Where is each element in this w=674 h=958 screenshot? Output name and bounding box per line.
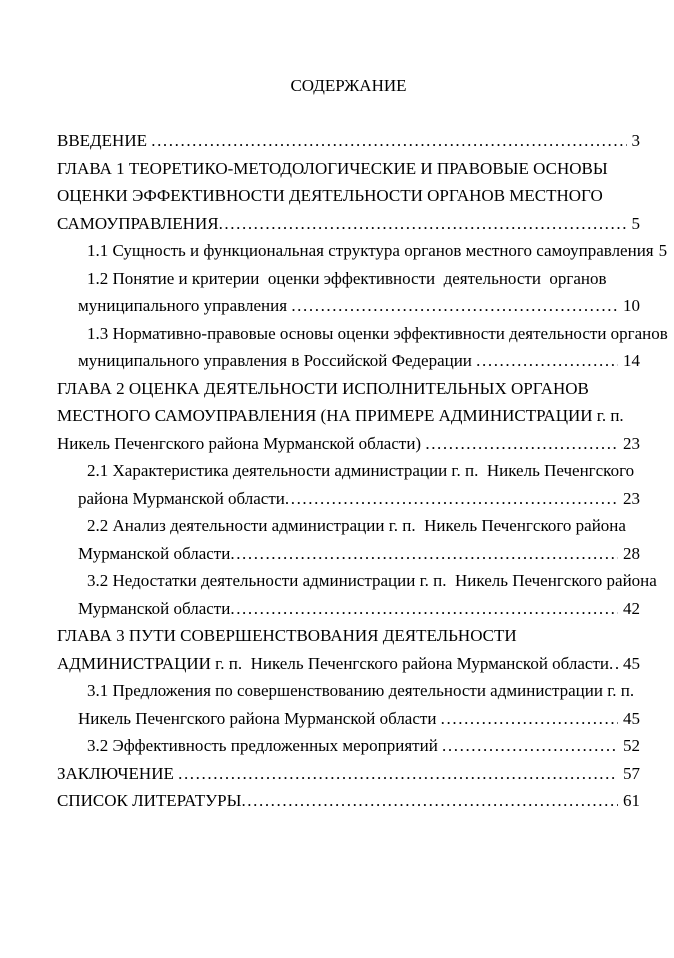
dot-leader — [285, 485, 618, 513]
toc-row — [57, 760, 640, 788]
toc-entry-text: Мурманской области — [78, 598, 231, 618]
toc-row — [57, 182, 640, 210]
toc-entry-text: 2.1 Характеристика деятельности администрации г. п. Никель Печенгского — [87, 461, 635, 480]
dot-leader — [230, 595, 618, 623]
dot-leader — [219, 210, 627, 238]
page-number: 61 — [623, 791, 640, 810]
toc-entry-text: ОЦЕНКИ ЭФФЕКТИВНОСТИ ДЕЯТЕЛЬНОСТИ ОРГАНОВ МЕСТНОГО — [57, 186, 603, 205]
toc-entry-text: ВВЕДЕНИЕ — [57, 131, 152, 150]
page-number: 5 — [631, 213, 640, 233]
toc-entry-text: МЕСТНОГО САМОУПРАВЛЕНИЯ (НА ПРИМЕРЕ АДМИНИСТРАЦИИ г. п. — [57, 406, 624, 425]
toc-row — [57, 457, 640, 485]
toc-row — [57, 375, 640, 403]
toc-row — [57, 237, 668, 265]
toc-row — [57, 155, 640, 183]
dot-leader — [442, 732, 618, 760]
toc-entry-text: 3.2 Недостатки деятельности администрации г. п. Никель Печенгского района — [87, 571, 657, 590]
toc-entry-text: муниципального управления в Российской Федерации — [78, 351, 477, 370]
toc-entry-text: Никель Печенгского района Мурманской области) — [57, 433, 426, 453]
toc-row — [57, 402, 640, 430]
page-number: 3 — [631, 131, 640, 150]
toc-content — [57, 72, 668, 815]
page-title: СОДЕРЖАНИЕ — [290, 76, 407, 95]
page-number: 57 — [623, 763, 640, 783]
toc-row — [57, 512, 640, 540]
toc-entry-text: района Мурманской области — [78, 488, 285, 508]
page-number: 14 — [623, 351, 640, 370]
toc-row — [57, 210, 640, 238]
toc-entry-text: Мурманской области — [78, 543, 231, 563]
toc-row — [57, 347, 640, 375]
toc-row — [57, 265, 640, 293]
toc-entry-text: ЗАКЛЮЧЕНИЕ — [57, 763, 179, 783]
toc-row — [57, 127, 640, 155]
toc-row — [57, 650, 640, 678]
page-number: 5 — [658, 241, 668, 260]
toc-row — [57, 677, 640, 705]
toc-entry-text: ГЛАВА 2 ОЦЕНКА ДЕЯТЕЛЬНОСТИ ИСПОЛНИТЕЛЬНЫХ ОРГАНОВ — [57, 378, 589, 398]
dot-leader — [178, 760, 618, 788]
page-number: 42 — [623, 598, 640, 618]
toc-entry-text: 3.1 Предложения по совершенствованию деятельности администрации г. п. — [87, 681, 635, 700]
toc-entry-text: АДМИНИСТРАЦИИ г. п. Никель Печенгского района Мурманской области — [57, 653, 610, 673]
toc-row — [57, 787, 640, 815]
dot-leader — [291, 292, 618, 320]
toc-entry-text: 1.1 Сущность и функциональная структура органов местного самоуправления — [87, 241, 654, 260]
dot-leader — [241, 787, 618, 815]
toc-entry-text: 1.3 Нормативно-правовые основы оценки эффективности деятельности органов — [87, 323, 668, 343]
toc-entry-text: муниципального управления — [78, 296, 292, 315]
page-number: 45 — [623, 708, 640, 728]
dot-leader — [151, 127, 626, 155]
toc-entry-text: ГЛАВА 3 ПУТИ СОВЕРШЕНСТВОВАНИЯ ДЕЯТЕЛЬНОСТИ — [57, 626, 517, 645]
toc-row — [57, 485, 640, 513]
dot-leader — [609, 650, 618, 678]
toc-entry-text: СПИСОК ЛИТЕРАТУРЫ — [57, 791, 242, 810]
page-number: 52 — [623, 736, 640, 755]
toc-row — [57, 292, 640, 320]
toc-row — [57, 622, 640, 650]
page-number: 45 — [623, 653, 640, 673]
dot-leader — [425, 430, 618, 458]
toc-entry-text: САМОУПРАВЛЕНИЯ — [57, 213, 219, 233]
dot-leader — [230, 540, 618, 568]
page-number: 28 — [623, 543, 640, 563]
toc-entry-text: Никель Печенгского района Мурманской области — [78, 708, 441, 728]
toc-entry-text: 2.2 Анализ деятельности администрации г. п. Никель Печенгского района — [87, 516, 626, 535]
toc-entry-text: 1.2 Понятие и критерии оценки эффективности деятельности органов — [87, 268, 607, 288]
toc-row — [57, 595, 640, 623]
dot-leader — [441, 705, 618, 733]
page-number: 23 — [623, 433, 640, 453]
toc-row — [57, 732, 640, 760]
toc-row — [57, 705, 640, 733]
toc-row — [57, 320, 668, 348]
toc-entry-text: ГЛАВА 1 ТЕОРЕТИКО-МЕТОДОЛОГИЧЕСКИЕ И ПРАВОВЫЕ ОСНОВЫ — [57, 158, 608, 178]
dot-leader — [476, 347, 618, 375]
toc-row — [57, 567, 657, 595]
toc-row — [57, 540, 640, 568]
page-number: 23 — [623, 488, 640, 508]
toc-entry-text: 3.2 Эффективность предложенных мероприятий — [87, 736, 443, 755]
page-number: 10 — [623, 296, 640, 315]
toc-row — [57, 430, 640, 458]
